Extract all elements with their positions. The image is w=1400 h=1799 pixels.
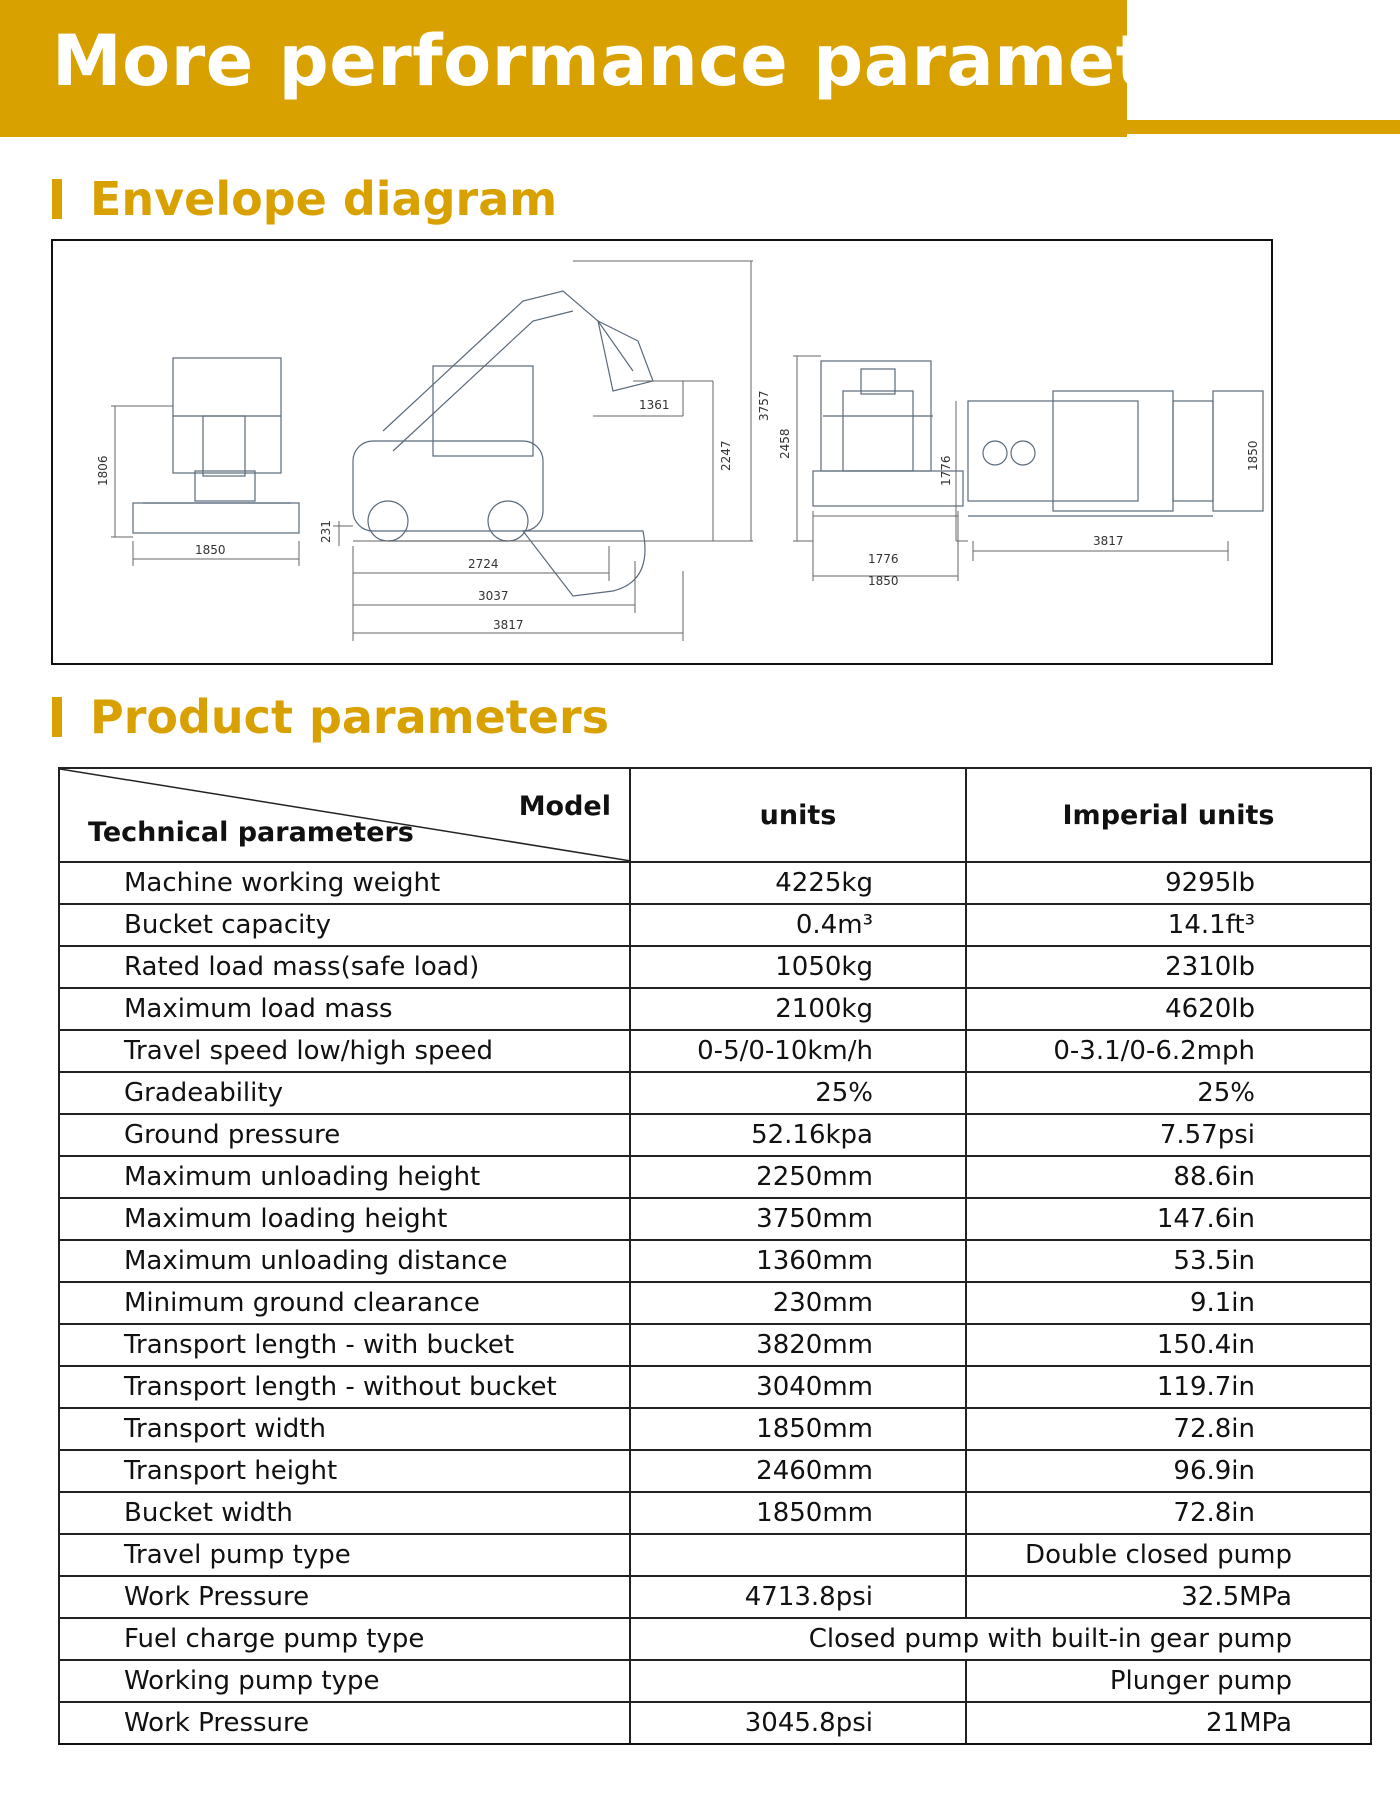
- param-metric: 3040mm: [630, 1366, 966, 1408]
- table-row: [59, 1114, 1371, 1156]
- param-imperial: 14.1ft³: [966, 904, 1371, 946]
- table-row: [59, 1240, 1371, 1282]
- param-name: Transport width: [59, 1408, 630, 1450]
- param-metric: 1360mm: [630, 1240, 966, 1282]
- table-row: [59, 1702, 1371, 1744]
- table-row: [59, 1030, 1371, 1072]
- param-name: Maximum unloading height: [59, 1156, 630, 1198]
- param-name: Ground pressure: [59, 1114, 630, 1156]
- param-imperial: 147.6in: [966, 1198, 1371, 1240]
- table-row: [59, 1660, 1371, 1702]
- param-name: Bucket capacity: [59, 904, 630, 946]
- table-row: [59, 1366, 1371, 1408]
- param-metric: 1050kg: [630, 946, 966, 988]
- param-imperial: 150.4in: [966, 1324, 1371, 1366]
- param-imperial: 7.57psi: [966, 1114, 1371, 1156]
- param-name: Transport length - without bucket: [59, 1366, 630, 1408]
- header-units: units: [630, 768, 966, 862]
- param-imperial: 25%: [966, 1072, 1371, 1114]
- dim-top-length: 3817: [1093, 534, 1124, 548]
- param-imperial: 32.5MPa: [966, 1576, 1371, 1618]
- table-row: [59, 1072, 1371, 1114]
- table-row: [59, 1534, 1371, 1576]
- top-view: [939, 391, 1263, 561]
- section-marker: [52, 697, 62, 737]
- param-metric: 4225kg: [630, 862, 966, 904]
- product-parameters-table: [58, 767, 1372, 1745]
- param-name: Travel pump type: [59, 1534, 630, 1576]
- param-imperial: 4620lb: [966, 988, 1371, 1030]
- param-imperial: 88.6in: [966, 1156, 1371, 1198]
- table-header-row: [59, 768, 1371, 862]
- param-name: Maximum loading height: [59, 1198, 630, 1240]
- table-row: [59, 1282, 1371, 1324]
- dim-clearance: 231: [319, 520, 333, 543]
- param-imperial: 72.8in: [966, 1408, 1371, 1450]
- title-banner: [0, 0, 1275, 137]
- param-name: Maximum load mass: [59, 988, 630, 1030]
- param-metric: 52.16kpa: [630, 1114, 966, 1156]
- param-metric: 4713.8psi: [630, 1576, 966, 1618]
- param-imperial: 96.9in: [966, 1450, 1371, 1492]
- dim-rear-height: 2458: [778, 428, 792, 459]
- param-metric: 3045.8psi: [630, 1702, 966, 1744]
- param-metric: 230mm: [630, 1282, 966, 1324]
- param-metric: 3750mm: [630, 1198, 966, 1240]
- section-marker: [52, 179, 62, 219]
- param-metric: 3820mm: [630, 1324, 966, 1366]
- param-name: Bucket width: [59, 1492, 630, 1534]
- param-name: Transport length - with bucket: [59, 1324, 630, 1366]
- rear-view: [778, 356, 963, 588]
- param-imperial: Plunger pump: [966, 1660, 1371, 1702]
- dim-front-height: 1806: [96, 455, 110, 486]
- dim-front-width: 1850: [195, 543, 226, 557]
- table-row: [59, 1618, 1371, 1660]
- param-metric: 25%: [630, 1072, 966, 1114]
- table-row: [59, 1492, 1371, 1534]
- param-metric: [630, 1660, 966, 1702]
- param-imperial: Double closed pump: [966, 1534, 1371, 1576]
- param-metric: 2100kg: [630, 988, 966, 1030]
- param-imperial: 21MPa: [966, 1702, 1371, 1744]
- front-view: [96, 358, 299, 566]
- param-metric: 0.4m³: [630, 904, 966, 946]
- dim-length-with-bucket: 3817: [493, 618, 524, 632]
- param-metric: 2460mm: [630, 1450, 966, 1492]
- header-technical-parameters: Technical parameters: [88, 817, 414, 848]
- param-imperial: 53.5in: [966, 1240, 1371, 1282]
- param-metric: 0-5/0-10km/h: [630, 1030, 966, 1072]
- param-name: Gradeability: [59, 1072, 630, 1114]
- table-row: [59, 1408, 1371, 1450]
- param-metric: 1850mm: [630, 1408, 966, 1450]
- side-view: [319, 261, 771, 641]
- param-name: Rated load mass(safe load): [59, 946, 630, 988]
- param-name: Machine working weight: [59, 862, 630, 904]
- dim-top-track-width: 1776: [939, 455, 953, 486]
- param-name: Travel speed low/high speed: [59, 1030, 630, 1072]
- section-label: Product parameters: [90, 690, 610, 744]
- dim-unload-distance: 1361: [639, 398, 670, 412]
- page-title: More performance parameters: [52, 20, 1275, 102]
- param-metric: [630, 1534, 966, 1576]
- table-row: [59, 1324, 1371, 1366]
- table-row: [59, 988, 1371, 1030]
- param-spanning-value: Closed pump with built-in gear pump: [630, 1618, 1371, 1660]
- param-imperial: 9295lb: [966, 862, 1371, 904]
- section-label: Envelope diagram: [90, 172, 558, 226]
- param-metric: 2250mm: [630, 1156, 966, 1198]
- section-title-envelope: [52, 172, 557, 226]
- dim-rear-width: 1850: [868, 574, 899, 588]
- param-name: Working pump type: [59, 1660, 630, 1702]
- banner-accent-line: [1127, 120, 1400, 134]
- dim-track-length: 2724: [468, 557, 499, 571]
- header-diagonal-cell: [59, 768, 630, 862]
- param-name: Transport height: [59, 1450, 630, 1492]
- header-model: Model: [518, 791, 611, 822]
- envelope-drawing: [53, 241, 1275, 667]
- param-name: Minimum ground clearance: [59, 1282, 630, 1324]
- dim-top-width: 1850: [1246, 440, 1260, 471]
- param-metric: 1850mm: [630, 1492, 966, 1534]
- dim-length-no-bucket: 3037: [478, 589, 509, 603]
- table-row: [59, 1450, 1371, 1492]
- dim-rear-track-width: 1776: [868, 552, 899, 566]
- param-imperial: 72.8in: [966, 1492, 1371, 1534]
- param-imperial: 9.1in: [966, 1282, 1371, 1324]
- table-row: [59, 904, 1371, 946]
- table-row: [59, 1576, 1371, 1618]
- section-title-product: [52, 690, 609, 744]
- param-name: Maximum unloading distance: [59, 1240, 630, 1282]
- table-row: [59, 1198, 1371, 1240]
- param-imperial: 2310lb: [966, 946, 1371, 988]
- table-row: [59, 946, 1371, 988]
- param-name: Fuel charge pump type: [59, 1618, 630, 1660]
- param-name: Work Pressure: [59, 1702, 630, 1744]
- dim-unload-height: 2247: [719, 440, 733, 471]
- table-row: [59, 1156, 1371, 1198]
- table-row: [59, 862, 1371, 904]
- envelope-diagram: [51, 239, 1273, 665]
- param-imperial: 119.7in: [966, 1366, 1371, 1408]
- param-name: Work Pressure: [59, 1576, 630, 1618]
- param-imperial: 0-3.1/0-6.2mph: [966, 1030, 1371, 1072]
- dim-max-height: 3757: [757, 390, 771, 421]
- header-imperial-units: Imperial units: [966, 768, 1371, 862]
